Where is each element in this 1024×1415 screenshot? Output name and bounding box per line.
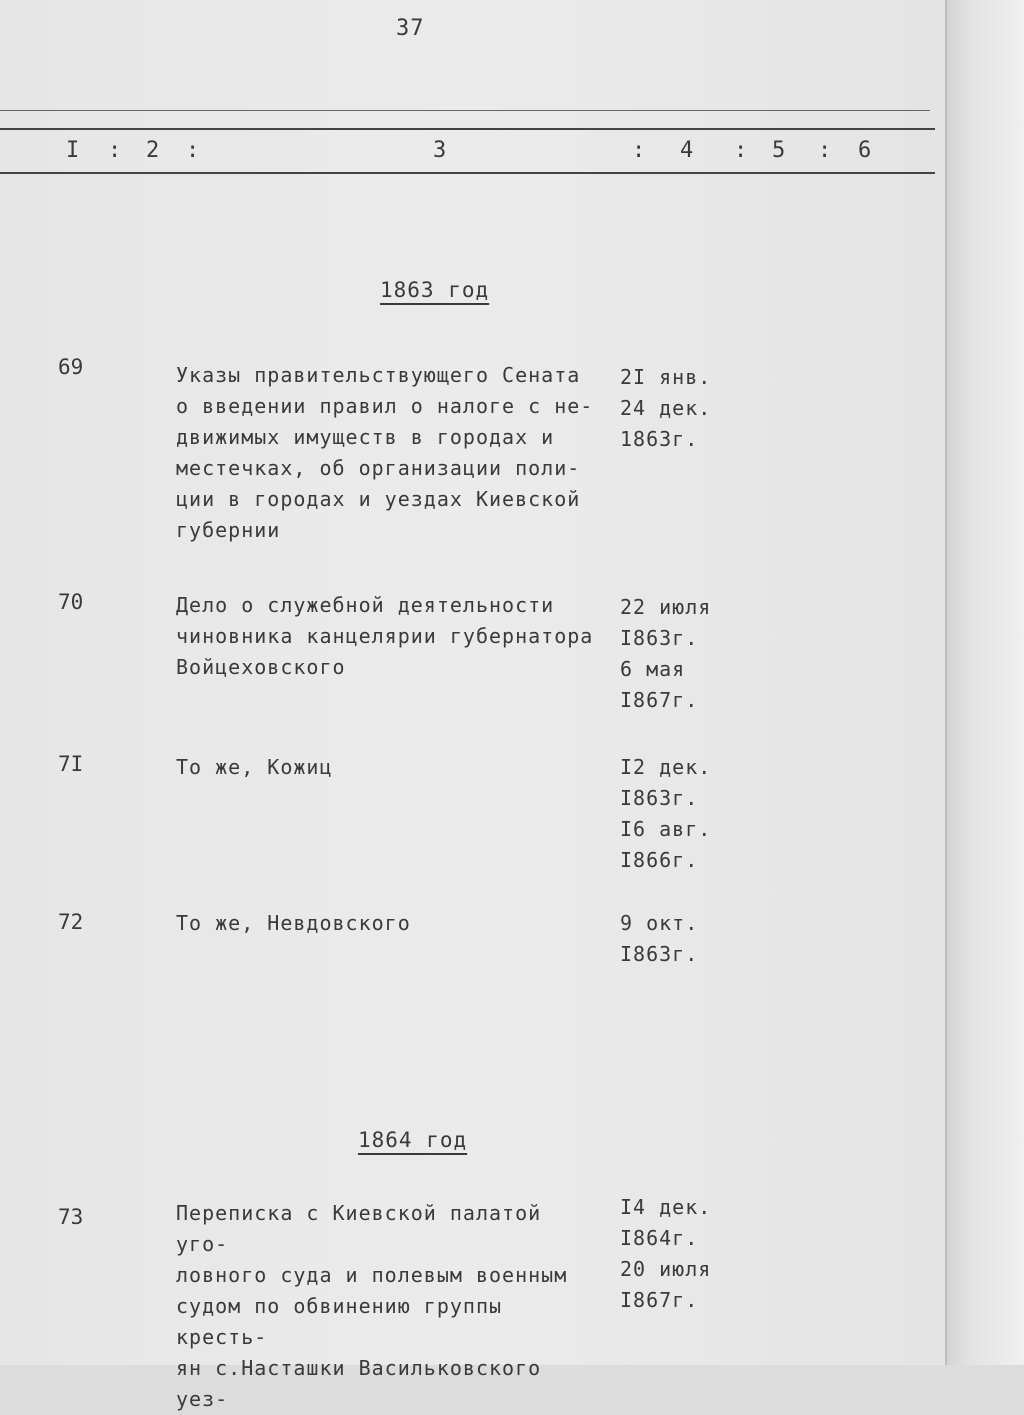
entry-title: Переписка с Киевской палатой уго- ловного суда и полевым военным судом по обвинению группы кресть- ян с.Насташки Васильковского уез- [176, 1201, 568, 1411]
column-header-4: 4 [680, 138, 694, 163]
column-header-6: 6 [858, 138, 872, 163]
column-separator: : [108, 138, 122, 163]
entry-title: То же, Кожиц [176, 755, 333, 779]
entry-title: Указы правительствующего Сената о введении правил о налоге с не- движимых имуществ в городах и местечках, об организации поли- ции в городах и уездах Киевской губернии [176, 363, 594, 542]
year-heading-1864: 1864 год [358, 1128, 468, 1152]
header-rule-top-thin [0, 110, 930, 111]
entry-number: 7I [58, 752, 84, 776]
underlying-page-edge [945, 0, 1024, 1365]
column-header-5: 5 [772, 138, 786, 163]
column-separator: : [186, 138, 200, 163]
column-header-1: I [66, 138, 80, 163]
entry-title: Дело о служебной деятельности чиновника канцелярии губернатора Войцеховского [176, 593, 594, 679]
column-separator: : [734, 138, 748, 163]
column-header-2: 2 [146, 138, 160, 163]
entry-number: 73 [58, 1205, 84, 1229]
entry-dates: 2I янв. 24 дек. 1863г. [620, 365, 712, 451]
entry-number: 69 [58, 355, 84, 379]
entry-title: То же, Невдовского [176, 911, 411, 935]
entry-number: 70 [58, 590, 84, 614]
column-separator: : [632, 138, 646, 163]
column-separator: : [818, 138, 832, 163]
year-heading-1863: 1863 год [380, 278, 490, 302]
entry-number: 72 [58, 910, 84, 934]
page-number: 37 [396, 16, 425, 41]
header-rule-top [0, 128, 935, 130]
entry-dates: I2 дек. I863г. I6 авг. I866г. [620, 755, 712, 872]
entry-dates: 9 окт. I863г. [620, 911, 699, 966]
header-rule-bottom [0, 172, 935, 174]
entry-dates: 22 июля I863г. 6 мая I867г. [620, 595, 712, 712]
column-header-3: 3 [433, 138, 447, 163]
entry-dates: I4 дек. I864г. 20 июля I867г. [620, 1195, 712, 1312]
